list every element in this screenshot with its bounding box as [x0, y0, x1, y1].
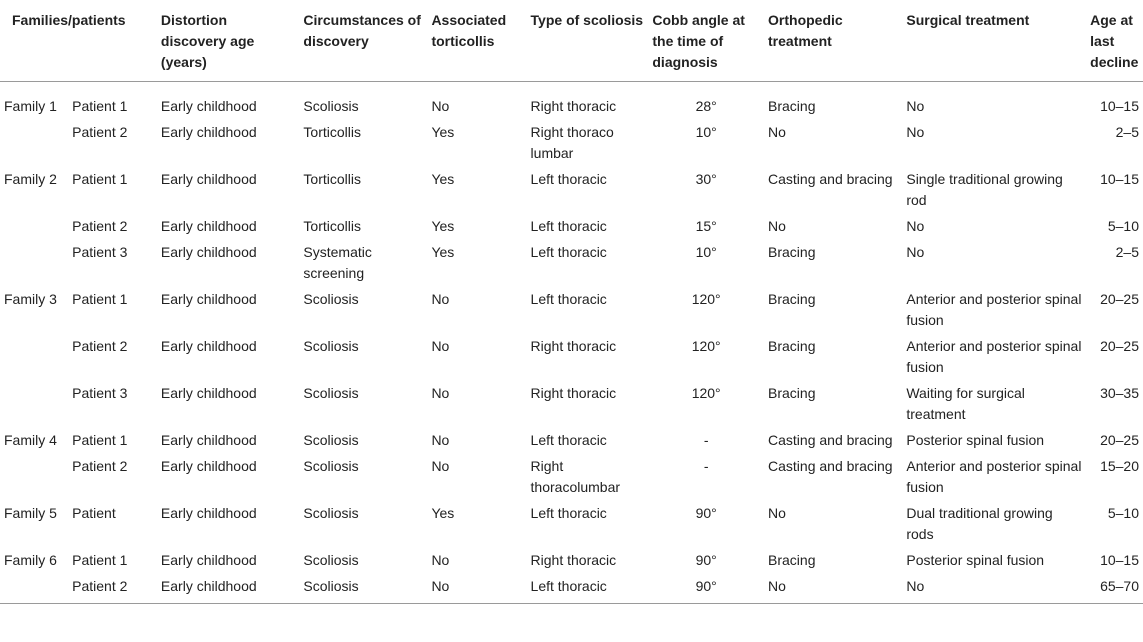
table-row: [0, 213, 1143, 239]
cell-scoliosis-type: Right thoracic: [530, 338, 617, 354]
cell-orthopedic: Bracing: [768, 385, 816, 401]
cell-surgical: No: [902, 573, 1086, 604]
cell-orthopedic: No: [764, 573, 902, 604]
cell-family: [0, 573, 68, 604]
cell-cobb-angle: 120°: [691, 291, 721, 307]
cell-scoliosis-type: Right thoracolumbar: [530, 458, 621, 495]
header-distortion-age: Distortion discovery age (years): [157, 0, 299, 82]
cell-cobb-angle: -: [703, 458, 709, 474]
cell-orthopedic: Bracing: [768, 244, 816, 260]
cell-orthopedic: No: [768, 124, 786, 140]
cell-surgical: Anterior and posterior spinal fusion: [906, 291, 1082, 328]
table-row: [0, 333, 1143, 380]
table-body: [0, 82, 1143, 604]
cell-family: [0, 333, 68, 380]
cell-surgical: Posterior spinal fusion: [906, 552, 1045, 568]
cell-discovery-age: Early childhood: [160, 244, 257, 260]
table-row: [0, 453, 1143, 500]
table-row: [0, 119, 1143, 166]
cell-patient: Patient 1: [72, 291, 128, 307]
cell-family: Family 6: [4, 552, 57, 568]
cell-patient: Patient 3: [72, 385, 128, 401]
cell-circumstances: Systematic screening: [303, 244, 372, 281]
cell-discovery-age: Early childhood: [160, 458, 257, 474]
cell-family: [0, 213, 68, 239]
cell-torticollis: No: [427, 573, 526, 604]
cell-orthopedic: Bracing: [768, 338, 816, 354]
cell-discovery-age: Early childhood: [160, 98, 257, 114]
cell-scoliosis-type: Right thoracic: [530, 98, 617, 114]
cell-patient: Patient 1: [72, 552, 128, 568]
table-row: [0, 500, 1143, 547]
cell-circumstances: Torticollis: [303, 171, 361, 187]
table-row: [0, 547, 1143, 573]
cell-torticollis: No: [431, 98, 450, 114]
table-row: [0, 286, 1143, 333]
cell-surgical: Anterior and posterior spinal fusion: [906, 458, 1082, 495]
cell-discovery-age: Early childhood: [160, 552, 257, 568]
cell-scoliosis-type: Left thoracic: [530, 244, 607, 260]
cell-cobb-angle: 10°: [695, 244, 717, 260]
header-scoliosis-type: Type of scoliosis: [527, 0, 649, 82]
cell-torticollis: Yes: [431, 244, 455, 260]
cell-age-last: 5–10: [1107, 218, 1139, 234]
cell-circumstances: Scoliosis: [299, 573, 427, 604]
cell-orthopedic: Bracing: [768, 552, 816, 568]
cell-family: Family 4: [4, 432, 57, 448]
cell-cobb-angle: 90°: [695, 552, 717, 568]
cell-torticollis: No: [431, 385, 450, 401]
cell-cobb-angle: 90°: [695, 505, 717, 521]
cell-orthopedic: Casting and bracing: [768, 432, 893, 448]
header-torticollis: Associated torticollis: [427, 0, 526, 82]
cell-cobb-angle: 30°: [695, 171, 717, 187]
cell-torticollis: Yes: [431, 505, 455, 521]
cell-orthopedic: Casting and bracing: [768, 171, 893, 187]
cell-patient: Patient 1: [72, 98, 128, 114]
cell-orthopedic: Bracing: [768, 291, 816, 307]
cell-patient: Patient 1: [72, 171, 128, 187]
cell-family: [0, 119, 68, 166]
cell-cobb-angle: 28°: [695, 98, 717, 114]
cell-discovery-age: Early childhood: [157, 573, 299, 604]
cell-age-last: 10–15: [1100, 171, 1139, 187]
cell-cobb-angle: -: [703, 432, 709, 448]
cell-patient: Patient 2: [72, 338, 128, 354]
cell-family: [0, 380, 68, 427]
cell-surgical: Anterior and posterior spinal fusion: [906, 338, 1082, 375]
cell-patient: Patient 2: [68, 573, 157, 604]
cell-scoliosis-type: Left thoracic: [527, 573, 649, 604]
cell-discovery-age: Early childhood: [160, 432, 257, 448]
header-families-patients: Families/patients: [0, 0, 157, 82]
cell-patient: Patient 2: [72, 218, 128, 234]
cell-age-last: 20–25: [1100, 291, 1139, 307]
cell-family: [0, 239, 68, 286]
cell-torticollis: Yes: [431, 171, 455, 187]
cell-cobb-angle: 120°: [691, 338, 721, 354]
cell-circumstances: Scoliosis: [303, 458, 359, 474]
cell-circumstances: Scoliosis: [303, 385, 359, 401]
cell-patient: Patient: [72, 505, 116, 521]
cell-scoliosis-type: Left thoracic: [530, 171, 607, 187]
cell-family: Family 5: [4, 505, 57, 521]
cell-circumstances: Torticollis: [303, 124, 361, 140]
cell-patient: Patient 1: [72, 432, 128, 448]
cell-torticollis: No: [431, 432, 450, 448]
header-cobb-angle: Cobb angle at the time of diagnosis: [648, 0, 764, 82]
table-row: [0, 82, 1143, 120]
cell-patient: Patient 3: [72, 244, 128, 260]
cell-family: [0, 453, 68, 500]
cell-age-last: 5–10: [1107, 505, 1139, 521]
table-header: [0, 0, 1143, 82]
cell-age-last: 2–5: [1115, 124, 1139, 140]
cell-age-last: 2–5: [1115, 244, 1139, 260]
cell-family: Family 2: [4, 171, 57, 187]
cell-patient: Patient 2: [72, 458, 128, 474]
cell-circumstances: Scoliosis: [303, 98, 359, 114]
cell-torticollis: No: [431, 338, 450, 354]
cell-cobb-angle: 10°: [695, 124, 717, 140]
cell-torticollis: No: [431, 291, 450, 307]
cell-surgical: No: [906, 218, 925, 234]
cell-family: Family 1: [4, 98, 57, 114]
cell-scoliosis-type: Left thoracic: [530, 432, 607, 448]
cell-age-last: 20–25: [1100, 432, 1139, 448]
cell-surgical: Dual traditional growing rods: [906, 505, 1053, 542]
cell-orthopedic: Bracing: [768, 98, 816, 114]
cell-scoliosis-type: Right thoraco lumbar: [530, 124, 614, 161]
table-row: [0, 380, 1143, 427]
cell-torticollis: No: [431, 552, 450, 568]
table-row: [0, 427, 1143, 453]
table-row: [0, 166, 1143, 213]
cell-circumstances: Scoliosis: [303, 291, 359, 307]
cell-surgical: Posterior spinal fusion: [906, 432, 1045, 448]
cell-orthopedic: Casting and bracing: [768, 458, 893, 474]
cell-torticollis: Yes: [431, 218, 455, 234]
cell-age-last: 15–20: [1100, 458, 1139, 474]
cell-cobb-angle: 15°: [695, 218, 717, 234]
cell-torticollis: No: [431, 458, 450, 474]
table-row: [0, 239, 1143, 286]
cell-patient: Patient 2: [72, 124, 128, 140]
header-surgical: Surgical treatment: [902, 0, 1086, 82]
cell-torticollis: Yes: [431, 124, 455, 140]
cell-discovery-age: Early childhood: [160, 505, 257, 521]
cell-orthopedic: No: [768, 505, 786, 521]
cell-discovery-age: Early childhood: [160, 338, 257, 354]
cell-surgical: Waiting for surgical treatment: [906, 385, 1025, 422]
cell-scoliosis-type: Right thoracic: [530, 385, 617, 401]
cell-discovery-age: Early childhood: [160, 291, 257, 307]
cell-age-last: 65–70: [1086, 573, 1143, 604]
cell-surgical: Single traditional growing rod: [906, 171, 1063, 208]
cell-discovery-age: Early childhood: [160, 171, 257, 187]
cell-cobb-angle: 120°: [691, 385, 721, 401]
cell-circumstances: Scoliosis: [303, 505, 359, 521]
cell-circumstances: Scoliosis: [303, 338, 359, 354]
cell-scoliosis-type: Right thoracic: [530, 552, 617, 568]
cell-surgical: No: [906, 244, 925, 260]
cell-surgical: No: [906, 124, 925, 140]
cell-scoliosis-type: Left thoracic: [530, 218, 607, 234]
cell-circumstances: Scoliosis: [303, 552, 359, 568]
cell-circumstances: Scoliosis: [303, 432, 359, 448]
cell-age-last: 10–15: [1100, 552, 1139, 568]
cell-discovery-age: Early childhood: [160, 124, 257, 140]
cell-scoliosis-type: Left thoracic: [530, 505, 607, 521]
cell-age-last: 30–35: [1100, 385, 1139, 401]
table-row: [0, 573, 1143, 604]
cell-age-last: 10–15: [1100, 98, 1139, 114]
cell-surgical: No: [906, 98, 925, 114]
cell-cobb-angle: 90°: [648, 573, 764, 604]
cell-circumstances: Torticollis: [303, 218, 361, 234]
cell-discovery-age: Early childhood: [160, 218, 257, 234]
header-age-last: Age at last decline: [1086, 0, 1143, 82]
header-orthopedic: Orthopedic treatment: [764, 0, 902, 82]
cell-scoliosis-type: Left thoracic: [530, 291, 607, 307]
cell-orthopedic: No: [768, 218, 786, 234]
cell-discovery-age: Early childhood: [160, 385, 257, 401]
cell-age-last: 20–25: [1100, 338, 1139, 354]
cell-family: Family 3: [4, 291, 57, 307]
header-circumstances: Circumstances of discovery: [299, 0, 427, 82]
